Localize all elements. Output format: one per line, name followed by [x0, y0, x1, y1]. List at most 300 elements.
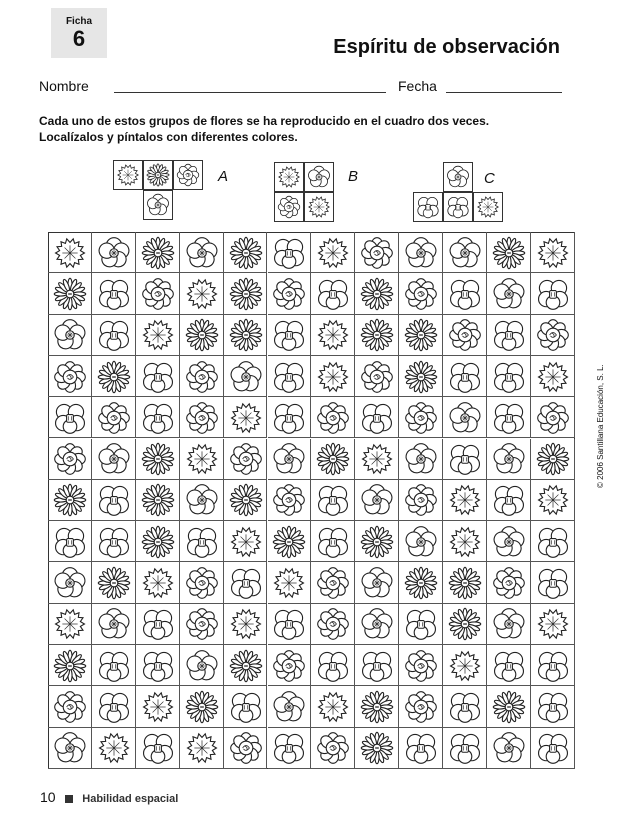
grid-cell[interactable]	[180, 728, 224, 769]
grid-cell[interactable]	[531, 356, 575, 397]
instructions	[39, 113, 559, 145]
grid-cell[interactable]	[399, 521, 443, 562]
daisy-flower-icon	[229, 483, 263, 517]
page-title: Espíritu de observación	[333, 36, 560, 58]
grid-cell[interactable]	[399, 439, 443, 480]
daisy-flower-icon	[141, 483, 175, 517]
grid-cell[interactable]	[399, 562, 443, 603]
grid-cell[interactable]	[136, 728, 180, 769]
pansy-flower-icon	[97, 525, 131, 559]
grid-cell[interactable]	[311, 728, 355, 769]
grid-cell[interactable]	[92, 686, 136, 727]
grid-cell[interactable]	[487, 728, 531, 769]
grid-cell[interactable]	[136, 356, 180, 397]
pansy-flower-icon	[316, 277, 350, 311]
pansy-flower-icon	[360, 401, 394, 435]
grid-cell[interactable]	[92, 439, 136, 480]
grid-cell[interactable]	[355, 356, 399, 397]
pansy-flower-icon	[229, 566, 263, 600]
grid-cell[interactable]	[531, 728, 575, 769]
grid-cell[interactable]	[311, 356, 355, 397]
poppy-flower-icon	[360, 566, 394, 600]
carnation-flower-icon	[448, 649, 482, 683]
grid-cell[interactable]	[268, 686, 312, 727]
carnation-flower-icon	[448, 483, 482, 517]
group-c-cell[interactable]	[413, 192, 443, 222]
footer	[40, 789, 178, 805]
carnation-flower-icon	[116, 163, 140, 187]
date-line[interactable]	[446, 92, 562, 93]
carnation-flower-icon	[536, 483, 570, 517]
grid-cell[interactable]	[136, 604, 180, 645]
carnation-flower-icon	[229, 607, 263, 641]
grid-cell[interactable]	[443, 315, 487, 356]
grid-cell[interactable]	[311, 604, 355, 645]
daisy-flower-icon	[53, 649, 87, 683]
grid-cell[interactable]	[92, 604, 136, 645]
rose-flower-icon	[53, 690, 87, 724]
grid-cell[interactable]	[180, 356, 224, 397]
grid-cell[interactable]	[399, 604, 443, 645]
grid-cell[interactable]	[136, 273, 180, 314]
rose-flower-icon	[360, 236, 394, 270]
group-a-cell[interactable]	[173, 160, 203, 190]
bullet-square-icon	[65, 795, 73, 803]
grid-cell[interactable]	[399, 356, 443, 397]
grid-cell[interactable]	[355, 604, 399, 645]
grid-cell[interactable]	[443, 604, 487, 645]
grid-cell[interactable]	[48, 604, 92, 645]
grid-cell[interactable]	[487, 521, 531, 562]
carnation-flower-icon	[536, 236, 570, 270]
grid-cell[interactable]	[92, 397, 136, 438]
carnation-flower-icon	[307, 195, 331, 219]
grid-cell[interactable]	[531, 604, 575, 645]
date-label: Fecha	[398, 78, 437, 94]
pansy-flower-icon	[229, 690, 263, 724]
rose-flower-icon	[316, 401, 350, 435]
grid-cell[interactable]	[180, 521, 224, 562]
name-label: Nombre	[39, 78, 89, 94]
poppy-flower-icon	[53, 318, 87, 352]
grid-cell[interactable]	[268, 273, 312, 314]
grid-cell[interactable]	[531, 562, 575, 603]
grid-cell[interactable]	[224, 604, 268, 645]
poppy-flower-icon	[272, 442, 306, 476]
poppy-flower-icon	[404, 525, 438, 559]
pansy-flower-icon	[316, 483, 350, 517]
rose-flower-icon	[141, 277, 175, 311]
grid-cell[interactable]	[311, 439, 355, 480]
group-c-cell[interactable]	[443, 192, 473, 222]
poppy-flower-icon	[448, 401, 482, 435]
grid-cell[interactable]	[92, 521, 136, 562]
grid-cell[interactable]	[48, 232, 92, 273]
pansy-flower-icon	[492, 401, 526, 435]
grid-cell[interactable]	[487, 604, 531, 645]
pansy-flower-icon	[316, 649, 350, 683]
grid-cell[interactable]	[48, 397, 92, 438]
daisy-flower-icon	[229, 277, 263, 311]
group-c-cell[interactable]	[473, 192, 503, 222]
grid-cell[interactable]	[355, 562, 399, 603]
grid-cell[interactable]	[268, 728, 312, 769]
daisy-flower-icon	[316, 442, 350, 476]
grid-cell[interactable]	[224, 315, 268, 356]
poppy-flower-icon	[97, 236, 131, 270]
grid-cell[interactable]	[443, 480, 487, 521]
poppy-flower-icon	[492, 607, 526, 641]
grid-cell[interactable]	[355, 315, 399, 356]
pansy-flower-icon	[97, 277, 131, 311]
grid-cell[interactable]	[355, 686, 399, 727]
grid-cell[interactable]	[531, 397, 575, 438]
poppy-flower-icon	[185, 483, 219, 517]
carnation-flower-icon	[536, 607, 570, 641]
grid-cell[interactable]	[48, 562, 92, 603]
grid-cell[interactable]	[268, 397, 312, 438]
rose-flower-icon	[185, 607, 219, 641]
grid-cell[interactable]	[399, 232, 443, 273]
grid-cell[interactable]	[180, 686, 224, 727]
grid-cell[interactable]	[399, 273, 443, 314]
rose-flower-icon	[404, 690, 438, 724]
poppy-flower-icon	[492, 731, 526, 765]
grid-cell[interactable]	[355, 521, 399, 562]
rose-flower-icon	[316, 566, 350, 600]
grid-cell[interactable]	[180, 315, 224, 356]
daisy-flower-icon	[360, 318, 394, 352]
grid-cell[interactable]	[180, 397, 224, 438]
grid-cell[interactable]	[180, 439, 224, 480]
grid-cell[interactable]	[531, 686, 575, 727]
grid-cell[interactable]	[48, 645, 92, 686]
grid-cell[interactable]	[487, 232, 531, 273]
pansy-flower-icon	[536, 566, 570, 600]
grid-cell[interactable]	[531, 645, 575, 686]
pansy-flower-icon	[272, 318, 306, 352]
grid-cell[interactable]	[268, 562, 312, 603]
poppy-flower-icon	[307, 165, 331, 189]
grid-cell[interactable]	[136, 521, 180, 562]
group-b-cell[interactable]	[274, 192, 304, 222]
rose-flower-icon	[360, 360, 394, 394]
grid-cell[interactable]	[443, 439, 487, 480]
daisy-flower-icon	[185, 318, 219, 352]
rose-flower-icon	[492, 566, 526, 600]
group-letter-c: C	[484, 170, 495, 187]
grid-cell[interactable]	[311, 480, 355, 521]
grid-cell[interactable]	[48, 356, 92, 397]
grid-cell[interactable]	[136, 686, 180, 727]
poppy-flower-icon	[185, 236, 219, 270]
group-a-cell[interactable]	[113, 160, 143, 190]
poppy-flower-icon	[229, 360, 263, 394]
rose-flower-icon	[53, 360, 87, 394]
group-c-cell[interactable]	[443, 162, 473, 192]
rose-flower-icon	[229, 731, 263, 765]
grid-cell[interactable]	[92, 728, 136, 769]
daisy-flower-icon	[141, 442, 175, 476]
poppy-flower-icon	[146, 193, 170, 217]
pansy-flower-icon	[141, 607, 175, 641]
poppy-flower-icon	[272, 690, 306, 724]
carnation-flower-icon	[185, 731, 219, 765]
pansy-flower-icon	[272, 731, 306, 765]
carnation-flower-icon	[316, 690, 350, 724]
grid-cell[interactable]	[48, 273, 92, 314]
poppy-flower-icon	[53, 566, 87, 600]
grid-cell[interactable]	[311, 232, 355, 273]
daisy-flower-icon	[404, 566, 438, 600]
page-number: 10	[40, 789, 56, 805]
instruction-line-2: Localízalos y píntalos con diferentes colores.	[39, 130, 298, 144]
grid-cell[interactable]	[48, 521, 92, 562]
grid-cell[interactable]	[268, 480, 312, 521]
grid-cell[interactable]	[531, 439, 575, 480]
grid-cell[interactable]	[487, 562, 531, 603]
pansy-flower-icon	[97, 318, 131, 352]
group-b-cell[interactable]	[304, 162, 334, 192]
rose-flower-icon	[185, 401, 219, 435]
daisy-flower-icon	[146, 163, 170, 187]
rose-flower-icon	[448, 318, 482, 352]
rose-flower-icon	[229, 442, 263, 476]
grid-cell[interactable]	[443, 562, 487, 603]
grid-cell[interactable]	[531, 315, 575, 356]
poppy-flower-icon	[404, 236, 438, 270]
grid-cell[interactable]	[399, 397, 443, 438]
grid-cell[interactable]	[92, 273, 136, 314]
grid-cell[interactable]	[268, 315, 312, 356]
pansy-flower-icon	[141, 401, 175, 435]
grid-cell[interactable]	[311, 315, 355, 356]
grid-cell[interactable]	[355, 439, 399, 480]
poppy-flower-icon	[446, 165, 470, 189]
grid-cell[interactable]	[487, 397, 531, 438]
carnation-flower-icon	[229, 525, 263, 559]
grid-cell[interactable]	[48, 480, 92, 521]
grid-cell[interactable]	[180, 232, 224, 273]
pansy-flower-icon	[97, 690, 131, 724]
daisy-flower-icon	[141, 236, 175, 270]
grid-cell[interactable]	[487, 645, 531, 686]
grid-cell[interactable]	[268, 645, 312, 686]
grid-cell[interactable]	[224, 562, 268, 603]
grid-cell[interactable]	[443, 521, 487, 562]
daisy-flower-icon	[404, 360, 438, 394]
pansy-flower-icon	[272, 360, 306, 394]
rose-flower-icon	[404, 401, 438, 435]
pansy-flower-icon	[360, 649, 394, 683]
grid-cell[interactable]	[48, 315, 92, 356]
daisy-flower-icon	[448, 566, 482, 600]
grid-cell[interactable]	[311, 645, 355, 686]
poppy-flower-icon	[97, 442, 131, 476]
grid-cell[interactable]	[92, 480, 136, 521]
grid-cell[interactable]	[136, 397, 180, 438]
daisy-flower-icon	[141, 525, 175, 559]
grid-cell[interactable]	[355, 397, 399, 438]
group-b-cell[interactable]	[304, 192, 334, 222]
grid-cell[interactable]	[180, 273, 224, 314]
rose-flower-icon	[176, 163, 200, 187]
grid-cell[interactable]	[92, 356, 136, 397]
pansy-flower-icon	[53, 401, 87, 435]
grid-cell[interactable]	[399, 480, 443, 521]
grid-cell[interactable]	[92, 232, 136, 273]
grid-cell[interactable]	[487, 273, 531, 314]
grid-cell[interactable]	[311, 397, 355, 438]
grid-cell[interactable]	[531, 521, 575, 562]
pansy-flower-icon	[141, 649, 175, 683]
grid-cell[interactable]	[268, 521, 312, 562]
ficha-label: Ficha	[65, 16, 93, 27]
grid-cell[interactable]	[92, 562, 136, 603]
grid-cell[interactable]	[136, 562, 180, 603]
grid-cell[interactable]	[399, 728, 443, 769]
grid-cell[interactable]	[531, 232, 575, 273]
grid-cell[interactable]	[355, 232, 399, 273]
grid-cell[interactable]	[443, 645, 487, 686]
group-letter-a: A	[218, 168, 229, 185]
pansy-flower-icon	[492, 360, 526, 394]
grid-cell[interactable]	[224, 232, 268, 273]
pansy-flower-icon	[404, 731, 438, 765]
grid-cell[interactable]	[531, 273, 575, 314]
grid-cell[interactable]	[311, 562, 355, 603]
daisy-flower-icon	[360, 690, 394, 724]
grid-cell[interactable]	[180, 645, 224, 686]
grid-cell[interactable]	[399, 686, 443, 727]
grid-cell[interactable]	[224, 397, 268, 438]
grid-cell[interactable]	[268, 439, 312, 480]
daisy-flower-icon	[97, 360, 131, 394]
grid-cell[interactable]	[224, 686, 268, 727]
daisy-flower-icon	[229, 236, 263, 270]
rose-flower-icon	[277, 195, 301, 219]
grid-cell[interactable]	[136, 439, 180, 480]
grid-cell[interactable]	[224, 521, 268, 562]
copyright: © 2006 Santillana Educación, S. L.	[596, 364, 605, 488]
grid-cell[interactable]	[355, 645, 399, 686]
grid-cell[interactable]	[224, 439, 268, 480]
poppy-flower-icon	[404, 442, 438, 476]
grid-cell[interactable]	[355, 273, 399, 314]
grid-cell[interactable]	[136, 645, 180, 686]
daisy-flower-icon	[53, 277, 87, 311]
carnation-flower-icon	[141, 566, 175, 600]
grid-cell[interactable]	[487, 480, 531, 521]
daisy-flower-icon	[229, 649, 263, 683]
grid-cell[interactable]	[531, 480, 575, 521]
grid-cell[interactable]	[487, 686, 531, 727]
grid-cell[interactable]	[92, 315, 136, 356]
grid-cell[interactable]	[48, 728, 92, 769]
grid-cell[interactable]	[224, 273, 268, 314]
grid-cell[interactable]	[224, 645, 268, 686]
grid-cell[interactable]	[224, 728, 268, 769]
rose-flower-icon	[404, 277, 438, 311]
grid-cell[interactable]	[180, 562, 224, 603]
carnation-flower-icon	[277, 165, 301, 189]
grid-cell[interactable]	[136, 232, 180, 273]
grid-cell[interactable]	[443, 397, 487, 438]
grid-cell[interactable]	[311, 273, 355, 314]
grid-cell[interactable]	[487, 315, 531, 356]
grid-cell[interactable]	[311, 521, 355, 562]
carnation-flower-icon	[141, 318, 175, 352]
pansy-flower-icon	[492, 649, 526, 683]
grid-cell[interactable]	[268, 604, 312, 645]
grid-cell[interactable]	[355, 480, 399, 521]
group-b-cell[interactable]	[274, 162, 304, 192]
daisy-flower-icon	[360, 277, 394, 311]
name-line[interactable]	[114, 92, 386, 93]
grid-cell[interactable]	[443, 728, 487, 769]
rose-flower-icon	[536, 401, 570, 435]
grid-cell[interactable]	[48, 439, 92, 480]
pansy-flower-icon	[446, 195, 470, 219]
daisy-flower-icon	[536, 442, 570, 476]
group-a-cell[interactable]	[143, 190, 173, 220]
grid-cell[interactable]	[443, 356, 487, 397]
grid-cell[interactable]	[399, 315, 443, 356]
pansy-flower-icon	[141, 360, 175, 394]
group-a-cell[interactable]	[143, 160, 173, 190]
grid-cell[interactable]	[180, 480, 224, 521]
pansy-flower-icon	[404, 607, 438, 641]
grid-cell[interactable]	[443, 686, 487, 727]
poppy-flower-icon	[360, 607, 394, 641]
carnation-flower-icon	[316, 236, 350, 270]
grid-cell[interactable]	[136, 480, 180, 521]
grid-cell[interactable]	[268, 356, 312, 397]
pansy-flower-icon	[536, 525, 570, 559]
grid-cell[interactable]	[311, 686, 355, 727]
grid-cell[interactable]	[48, 686, 92, 727]
grid-cell[interactable]	[399, 645, 443, 686]
carnation-flower-icon	[185, 277, 219, 311]
grid-cell[interactable]	[224, 356, 268, 397]
poppy-flower-icon	[185, 649, 219, 683]
daisy-flower-icon	[448, 607, 482, 641]
pansy-flower-icon	[97, 649, 131, 683]
ficha-tab	[51, 8, 107, 58]
pansy-flower-icon	[272, 401, 306, 435]
grid-cell[interactable]	[355, 728, 399, 769]
pansy-flower-icon	[97, 483, 131, 517]
grid-cell[interactable]	[180, 604, 224, 645]
daisy-flower-icon	[97, 566, 131, 600]
grid-cell[interactable]	[268, 232, 312, 273]
daisy-flower-icon	[360, 731, 394, 765]
grid-cell[interactable]	[443, 232, 487, 273]
daisy-flower-icon	[53, 483, 87, 517]
pansy-flower-icon	[448, 442, 482, 476]
grid-cell[interactable]	[487, 439, 531, 480]
poppy-flower-icon	[492, 442, 526, 476]
grid-cell[interactable]	[92, 645, 136, 686]
grid-cell[interactable]	[443, 273, 487, 314]
pansy-flower-icon	[536, 649, 570, 683]
grid-cell[interactable]	[224, 480, 268, 521]
carnation-flower-icon	[448, 525, 482, 559]
group-letter-b: B	[348, 168, 359, 185]
grid-cell[interactable]	[136, 315, 180, 356]
grid-cell[interactable]	[487, 356, 531, 397]
pansy-flower-icon	[448, 690, 482, 724]
